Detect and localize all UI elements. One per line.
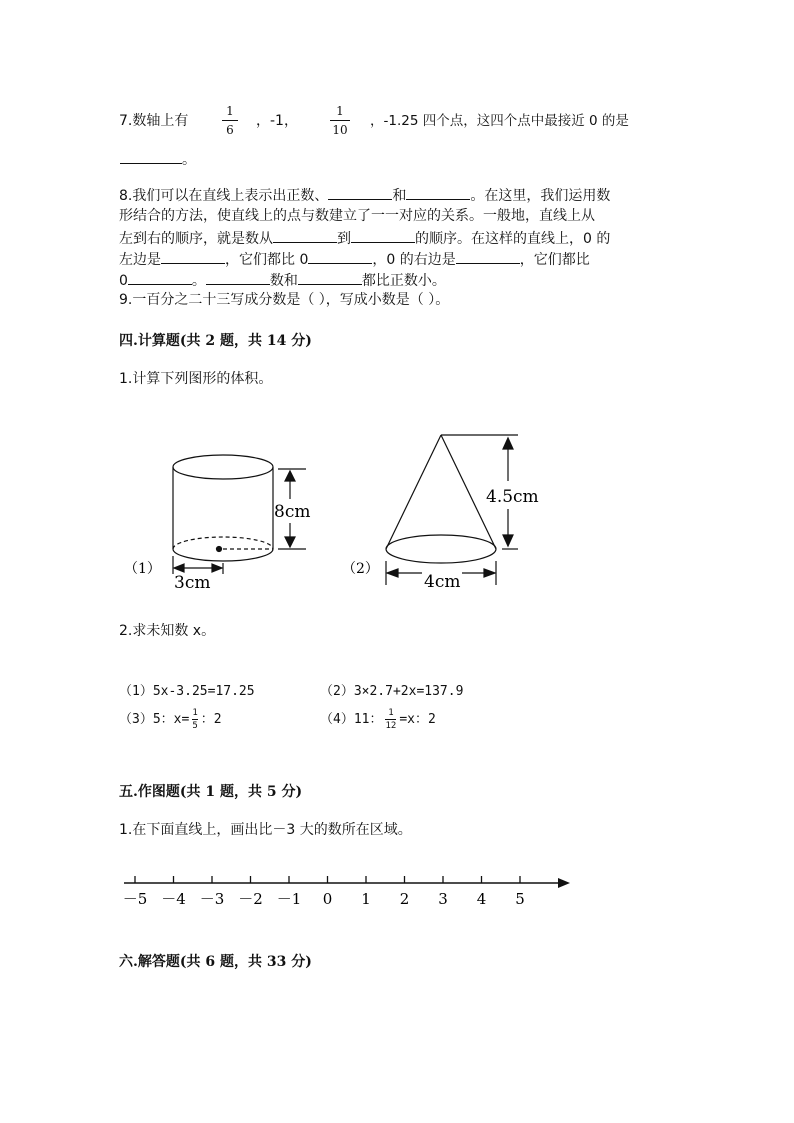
q8-text: 0 [119, 273, 128, 289]
eq4-suffix: =x：2 [399, 712, 436, 727]
section-5-q1: 1.在下面直线上，画出比－3 大的数所在区域。 [119, 822, 412, 838]
eq3-fraction [192, 708, 197, 731]
number-line[interactable] [110, 868, 580, 918]
equation-1: （1）5x-3.25=17.25 [119, 684, 255, 699]
equation-3 [119, 708, 222, 731]
q7-answer-line [120, 149, 196, 170]
tick-label: 2 [399, 890, 410, 908]
fig1-height-label: 8cm [274, 502, 311, 522]
equation-2: （2）3×2.7+2x=137.9 [320, 684, 464, 699]
fig1-label: （1） [124, 561, 161, 577]
q8-line-3 [119, 228, 610, 249]
q8-text: 。 [191, 273, 206, 289]
q7-frac2-denominator: 10 [332, 123, 348, 137]
q9-text: 9.一百分之二十三写成分数是（ ），写成小数是（ ）。 [119, 292, 450, 308]
fig2-diameter-label: 4cm [424, 572, 461, 592]
q8-text: 都比正数小。 [361, 273, 446, 289]
tick-label: －3 [199, 890, 225, 908]
eq3-prefix: （3）5：x= [119, 712, 190, 727]
tick-label: －2 [238, 890, 263, 908]
q8-line-5 [119, 270, 446, 291]
q8-text: 。在这里，我们运用数 [470, 188, 611, 204]
q8-text: ，它们都比 [519, 252, 590, 268]
q8-text: 8.我们可以在直线上表示出正数、 [119, 188, 329, 204]
answer-blank[interactable] [206, 270, 270, 285]
fig1-radius-label: 3cm [174, 573, 211, 593]
tick-label: 3 [438, 890, 448, 908]
tick-label: －4 [161, 890, 186, 908]
q8-text: 到 [337, 231, 351, 247]
q7-frac1-denominator: 6 [226, 123, 234, 137]
answer-blank[interactable] [406, 185, 470, 200]
answer-blank[interactable] [328, 185, 392, 200]
eq3-denominator: 5 [192, 721, 198, 731]
answer-blank[interactable] [128, 270, 192, 285]
q8-line-4 [119, 249, 590, 270]
q8-text: ，0 的右边是 [372, 252, 456, 268]
cone-figure [386, 435, 518, 585]
tick-label: －1 [276, 890, 302, 908]
q8-text: 数和 [269, 273, 298, 289]
answer-blank[interactable] [298, 270, 362, 285]
section-4-q2: 2.求未知数 x。 [119, 623, 216, 639]
tick-label: 1 [361, 890, 371, 908]
q7-fraction-2 [330, 104, 350, 137]
tick-label: 4 [476, 890, 487, 908]
q8-text: 和 [392, 188, 407, 204]
section-4-title: 四.计算题(共 2 题，共 14 分) [119, 333, 312, 349]
answer-blank[interactable] [456, 249, 520, 264]
section-6-title: 六.解答题(共 6 题，共 33 分) [119, 954, 312, 970]
eq4-numerator: 1 [388, 708, 394, 718]
tick-label: 5 [515, 890, 525, 908]
q7-prefix: 7.数轴上有 [119, 113, 189, 129]
answer-blank[interactable] [273, 228, 337, 243]
fig2-height-label: 4.5cm [486, 487, 539, 507]
q8-text: 左边是 [119, 252, 161, 268]
q7-suffix: ，-1.25 四个点，这四个点中最接近 0 的是 [370, 113, 629, 129]
q7-end: 。 [182, 152, 196, 168]
eq4-prefix: （4）11： [320, 712, 383, 727]
section-4-q1: 1.计算下列图形的体积。 [119, 371, 273, 387]
section-5-title: 五.作图题(共 1 题，共 5 分) [119, 784, 303, 800]
eq4-fraction [385, 708, 396, 731]
q8-text: 左到右的顺序，就是数从 [119, 231, 273, 247]
equation-4 [320, 708, 436, 731]
q7-frac2-numerator: 1 [336, 104, 344, 118]
answer-blank[interactable] [161, 249, 225, 264]
q7-sep: ，-1， [256, 113, 298, 129]
tick-label: 0 [322, 890, 333, 908]
answer-blank[interactable] [308, 249, 372, 264]
answer-blank[interactable] [120, 149, 182, 164]
eq3-numerator: 1 [192, 708, 198, 718]
q8-line-1 [119, 185, 610, 206]
q8-line-2: 形结合的方法，使直线上的点与数建立了一一对应的关系。一般地，直线上从 [119, 208, 595, 224]
eq4-denominator: 12 [385, 721, 397, 731]
eq3-suffix: ：2 [200, 712, 222, 727]
tick-marks [123, 876, 525, 908]
tick-label: －5 [122, 890, 148, 908]
solid-figures [110, 425, 550, 605]
q7-frac1-numerator: 1 [226, 104, 234, 118]
arrow-right-icon [558, 878, 570, 888]
fig2-label: （2） [342, 561, 379, 577]
q7-fraction-1 [222, 104, 238, 137]
q8-text: ，它们都比 0 [225, 252, 309, 268]
q8-text: 的顺序。在这样的直线上，0 的 [415, 231, 611, 247]
answer-blank[interactable] [351, 228, 415, 243]
